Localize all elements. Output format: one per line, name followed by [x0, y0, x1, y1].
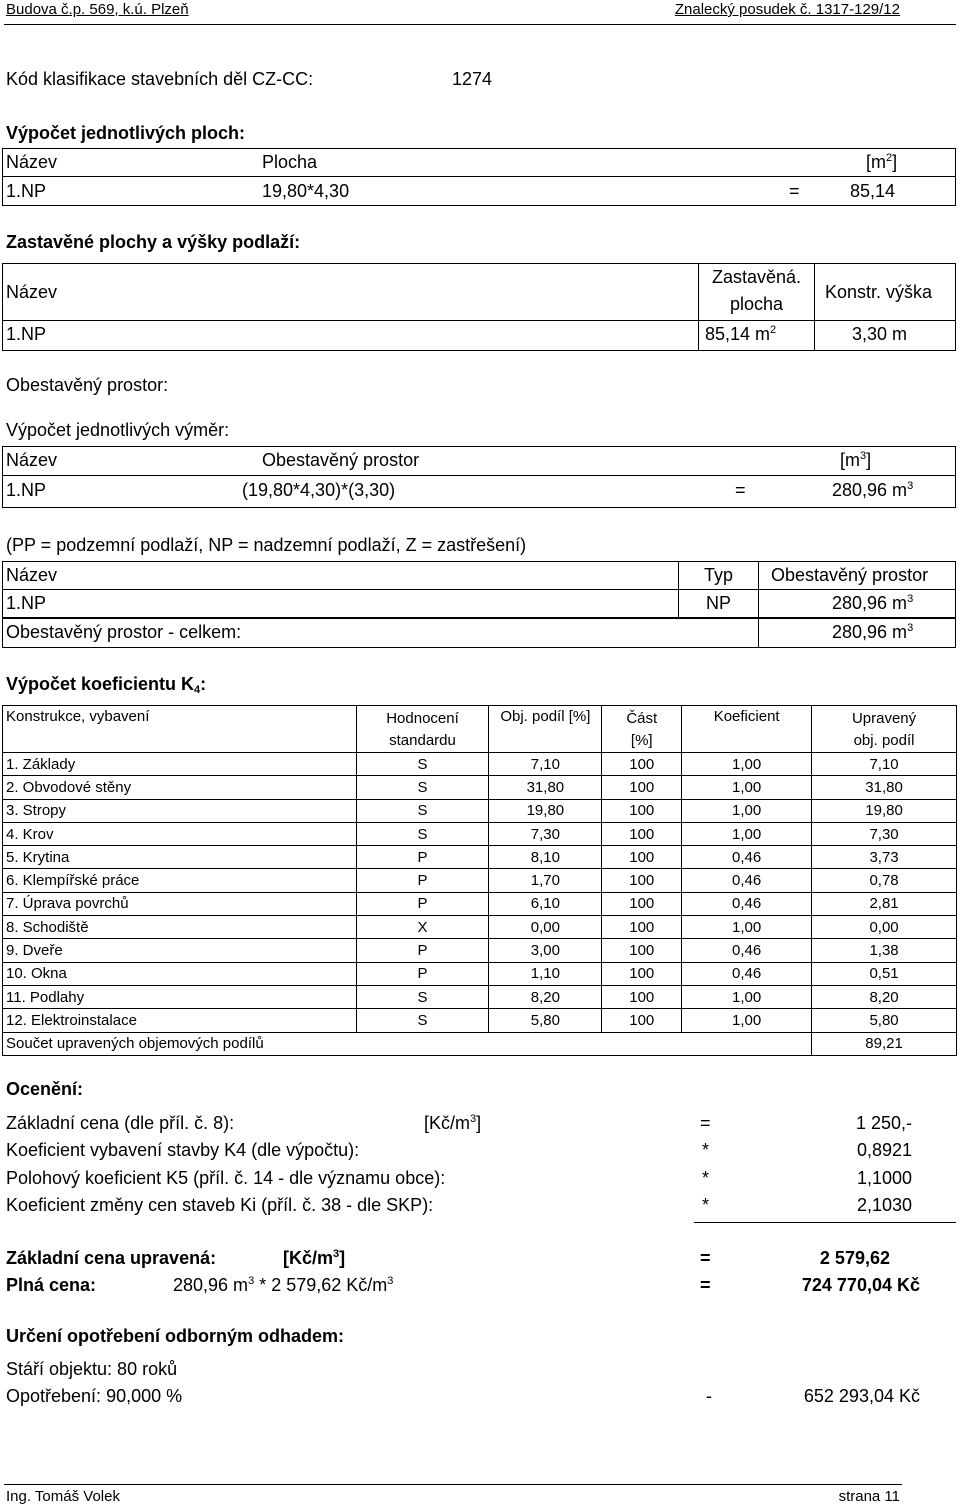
zakladni-label: Základní cena (dle příl. č. 8): [6, 1113, 235, 1133]
header-rule [4, 24, 956, 25]
plochy-row-formula: 19,80*4,30 [262, 181, 350, 201]
zastavene-title: Zastavěné plochy a výšky podlaží: [6, 232, 301, 252]
k4-sum-label: Součet upravených objemových podílů [3, 1032, 812, 1055]
stari-objektu: Stáří objektu: 80 roků [6, 1359, 178, 1379]
k4-col-obj: Obj. podíl [%] [489, 706, 602, 753]
ki-coef-op: * [702, 1195, 710, 1215]
k4-table-row [3, 799, 957, 822]
plna-op: = [700, 1275, 711, 1295]
k4-cell-cast: 100 [602, 892, 682, 915]
k5-coef-op: * [702, 1168, 710, 1188]
k4-col-cast: Část [%] [602, 706, 682, 753]
k4-cell-koef: 1,00 [682, 985, 812, 1008]
k4-cell-cast: 100 [602, 916, 682, 939]
k4-cell-konstrukce: 9. Dveře [3, 939, 357, 962]
k4-table-row [3, 892, 957, 915]
upravena-value: 2 579,62 [819, 1248, 890, 1268]
zakladni-op: = [700, 1113, 711, 1133]
k4-cell-cast: 100 [602, 869, 682, 892]
k4-table-row [3, 822, 957, 845]
k4-cell-hodnoceni: S [356, 985, 489, 1008]
k4-cell-koef: 1,00 [682, 799, 812, 822]
k4-cell-hodnoceni: P [356, 939, 489, 962]
k4-cell-hodnoceni: S [356, 776, 489, 799]
opotrebeni-title: Určení opotřebení odborným odhadem: [6, 1326, 345, 1346]
k4-cell-upraveny: 8,20 [812, 985, 957, 1008]
k4-table [2, 705, 957, 1056]
k4-cell-konstrukce: 11. Podlahy [3, 985, 357, 1008]
obestaveny-row-eq: = [735, 480, 746, 500]
k4-table-row [3, 776, 957, 799]
k5-coef-label: Polohový koeficient K5 (příl. č. 14 - dle významu obce): [6, 1168, 446, 1188]
typ-col-prostor: Obestavěný prostor [771, 565, 929, 585]
k4-cell-koef: 1,00 [682, 916, 812, 939]
k4-cell-upraveny: 19,80 [812, 799, 957, 822]
plochy-col-unit: $[m^2]$ [866, 152, 898, 172]
sum-rule [694, 1222, 956, 1223]
k4-cell-obj: 5,80 [489, 1009, 602, 1032]
footer-page: strana 11 [838, 1488, 900, 1505]
k4-table-row [3, 846, 957, 869]
plna-value: 724 770,04 Kč [801, 1275, 920, 1295]
typ-row-typ: NP [705, 593, 731, 613]
klasifikace-value: 1274 [452, 69, 493, 89]
k4-cell-hodnoceni: S [356, 822, 489, 845]
k4-cell-konstrukce: 8. Schodiště [3, 916, 357, 939]
plna-formula: 280,96 $m^3 * 2$ 579,62 $Kč/m^3$ [173, 1275, 394, 1295]
k4-cell-hodnoceni: S [356, 1009, 489, 1032]
k4-cell-koef: 1,00 [682, 1009, 812, 1032]
k4-cell-upraveny: 0,51 [812, 962, 957, 985]
typ-total-value: 280,96 $m^3$ [832, 622, 914, 642]
k4-cell-hodnoceni: S [356, 753, 489, 776]
k4-cell-obj: 8,10 [489, 846, 602, 869]
k4-col-hodnoceni: Hodnocení standardu [356, 706, 489, 753]
zastavene-col-name: Název [6, 282, 58, 302]
zastavene-row-height: 3,30 m [852, 324, 908, 344]
k4-coef-label: Koeficient vybavení stavby K4 (dle výpočtu): [6, 1140, 360, 1160]
zakladni-value: 1 250,- [855, 1113, 912, 1133]
typ-col-typ: Typ [703, 565, 733, 585]
k4-sum-value: 89,21 [812, 1032, 957, 1055]
k4-table-row [3, 1009, 957, 1032]
k4-cell-upraveny: 0,00 [812, 916, 957, 939]
ki-coef-value: 2,1030 [856, 1195, 912, 1215]
k4-title: Výpočet koeficientu $K_4$: [6, 674, 207, 696]
zastavene-row-name: 1.NP [6, 324, 47, 344]
header-address: Budova č.p. 569, k.ú. Plzeň [6, 1, 189, 18]
footer-author: Ing. Tomáš Volek [6, 1488, 120, 1505]
zastavene-col-height: Konstr. výška [825, 282, 933, 302]
k4-cell-upraveny: 5,80 [812, 1009, 957, 1032]
k4-cell-konstrukce: 1. Základy [3, 753, 357, 776]
upravena-op: = [700, 1248, 711, 1268]
k5-coef-value: 1,1000 [856, 1168, 912, 1188]
k4-cell-koef: 1,00 [682, 822, 812, 845]
k4-cell-upraveny: 7,10 [812, 753, 957, 776]
k4-cell-koef: 1,00 [682, 753, 812, 776]
k4-cell-koef: 0,46 [682, 892, 812, 915]
k4-col-konstrukce: Konstrukce, vybavení [3, 706, 357, 753]
plochy-row-eq: = [789, 181, 800, 201]
footer-rule [4, 1484, 902, 1485]
k4-cell-konstrukce: 7. Úprava povrchů [3, 892, 357, 915]
plochy-row-value: 85,14 [850, 181, 896, 201]
k4-cell-obj: 7,30 [489, 822, 602, 845]
k4-cell-obj: 1,70 [489, 869, 602, 892]
ki-coef-label: Koeficient změny cen staveb Ki (příl. č. 38 - dle SKP): [6, 1195, 434, 1215]
k4-cell-koef: 0,46 [682, 846, 812, 869]
k4-table-row [3, 916, 957, 939]
obestaveny-col-prostor: Obestavěný prostor [262, 450, 420, 470]
k4-col-upraveny: Upravený obj. podíl [812, 706, 957, 753]
k4-cell-konstrukce: 10. Okna [3, 962, 357, 985]
k4-table-row [3, 753, 957, 776]
opotrebeni-op: - [706, 1386, 712, 1406]
plochy-col-name: Název [6, 152, 58, 172]
k4-cell-cast: 100 [602, 799, 682, 822]
k4-sum-row [3, 1032, 957, 1055]
k4-cell-obj: 31,80 [489, 776, 602, 799]
k4-cell-konstrukce: 5. Krytina [3, 846, 357, 869]
header-report-number: Znalecký posudek č. 1317-129/12 [674, 1, 900, 18]
k4-table-row [3, 869, 957, 892]
k4-cell-konstrukce: 3. Stropy [3, 799, 357, 822]
k4-cell-obj: 8,20 [489, 985, 602, 1008]
k4-col-koef: Koeficient [682, 706, 812, 753]
k4-cell-obj: 6,10 [489, 892, 602, 915]
obestaveny-title: Obestavěný prostor: [6, 375, 169, 395]
k4-cell-upraveny: 3,73 [812, 846, 957, 869]
k4-cell-cast: 100 [602, 753, 682, 776]
upravena-label: Základní cena upravená: [6, 1248, 217, 1268]
k4-cell-cast: 100 [602, 822, 682, 845]
klasifikace-label: Kód klasifikace stavebních děl CZ-CC: [6, 69, 314, 89]
k4-cell-obj: 19,80 [489, 799, 602, 822]
k4-table-row [3, 985, 957, 1008]
k4-cell-cast: 100 [602, 962, 682, 985]
k4-cell-cast: 100 [602, 1009, 682, 1032]
plochy-row-name: 1.NP [6, 181, 47, 201]
k4-table-row [3, 962, 957, 985]
zakladni-unit: $[Kč/m^3]$ [424, 1113, 482, 1133]
k4-cell-koef: 0,46 [682, 869, 812, 892]
k4-cell-cast: 100 [602, 776, 682, 799]
obestaveny-subtitle: Výpočet jednotlivých výměr: [6, 420, 230, 440]
k4-cell-hodnoceni: P [356, 869, 489, 892]
k4-header-row [3, 706, 957, 753]
k4-cell-hodnoceni: P [356, 846, 489, 869]
k4-cell-konstrukce: 6. Klempířské práce [3, 869, 357, 892]
legend-text: (PP = podzemní podlaží, NP = nadzemní podlaží, Z = zastřešení) [6, 535, 527, 555]
k4-coef-value: 0,8921 [856, 1140, 912, 1160]
obestaveny-col-unit: $[m^3]$ [840, 450, 872, 470]
opotrebeni-value: 652 293,04 Kč [803, 1386, 920, 1406]
obestaveny-row-formula: (19,80*4,30)*(3,30) [242, 480, 396, 500]
k4-cell-obj: 7,10 [489, 753, 602, 776]
oceneni-title: Ocenění: [6, 1079, 84, 1099]
k4-cell-hodnoceni: P [356, 892, 489, 915]
k4-cell-upraveny: 7,30 [812, 822, 957, 845]
plna-label: Plná cena: [6, 1275, 97, 1295]
zastavene-col-area-2: plocha [729, 294, 784, 314]
zastavene-row-area: 85,14 $m^2$ [705, 324, 777, 344]
k4-cell-obj: 3,00 [489, 939, 602, 962]
k4-cell-konstrukce: 12. Elektroinstalace [3, 1009, 357, 1032]
k4-cell-cast: 100 [602, 846, 682, 869]
typ-col-name: Název [6, 565, 58, 585]
k4-cell-upraveny: 2,81 [812, 892, 957, 915]
k4-cell-upraveny: 1,38 [812, 939, 957, 962]
k4-cell-obj: 1,10 [489, 962, 602, 985]
plochy-col-plocha: Plocha [262, 152, 318, 172]
plochy-table [2, 148, 956, 206]
plochy-title: Výpočet jednotlivých ploch: [6, 123, 246, 143]
k4-cell-hodnoceni: S [356, 799, 489, 822]
obestaveny-col-name: Název [6, 450, 58, 470]
obestaveny-table [2, 446, 956, 508]
k4-cell-koef: 1,00 [682, 776, 812, 799]
k4-cell-upraveny: 0,78 [812, 869, 957, 892]
opotrebeni-label: Opotřebení: 90,000 % [6, 1386, 183, 1406]
k4-cell-konstrukce: 2. Obvodové stěny [3, 776, 357, 799]
k4-cell-upraveny: 31,80 [812, 776, 957, 799]
k4-coef-op: * [702, 1140, 710, 1160]
typ-row-name: 1.NP [6, 593, 47, 613]
obestaveny-row-value: 280,96 $m^3$ [832, 480, 914, 500]
k4-cell-hodnoceni: X [356, 916, 489, 939]
k4-cell-cast: 100 [602, 985, 682, 1008]
k4-cell-koef: 0,46 [682, 939, 812, 962]
k4-cell-obj: 0,00 [489, 916, 602, 939]
zastavene-col-area-1: Zastavěná. [711, 267, 802, 287]
k4-cell-konstrukce: 4. Krov [3, 822, 357, 845]
upravena-unit: $[Kč/m^3]$ [283, 1248, 346, 1268]
typ-row-value: 280,96 $m^3$ [832, 593, 914, 613]
k4-cell-koef: 0,46 [682, 962, 812, 985]
k4-cell-cast: 100 [602, 939, 682, 962]
k4-table-row [3, 939, 957, 962]
k4-cell-hodnoceni: P [356, 962, 489, 985]
obestaveny-row-name: 1.NP [6, 480, 47, 500]
typ-total-label: Obestavěný prostor - celkem: [6, 622, 242, 642]
